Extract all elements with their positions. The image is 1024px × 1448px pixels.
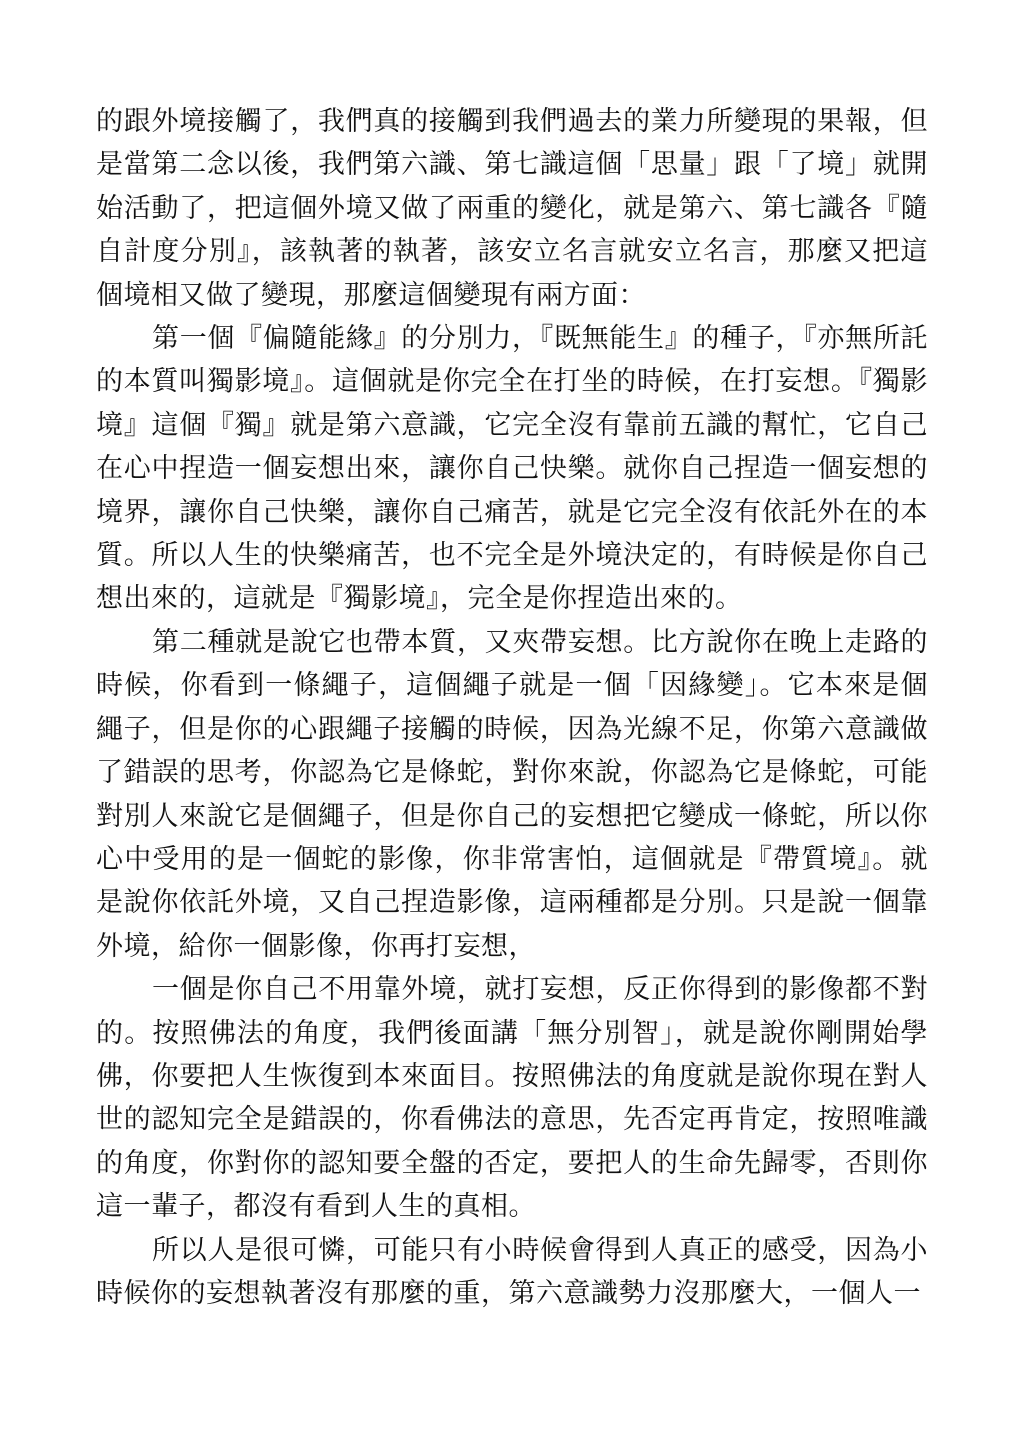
- document-body: [96, 100, 928, 1315]
- paragraph-5: 所以人是很可憐，可能只有小時候會得到人真正的感受，因為小時候你的妄想執著沒有那麼的重，第六意識勢力沒那麼大，一個人一: [96, 1234, 928, 1309]
- paragraph-3: 第二種就是說它也帶本質，又夾帶妄想。比方說你在晚上走路的時候，你看到一條繩子，這個繩子就是一個「因緣變」。它本來是個繩子，但是你的心跟繩子接觸的時候，因為光線不足，你第六意識做了錯誤的思考，你認為它是條蛇，對你來說，你認為它是條蛇，可能對別人來說它是個繩子，但是你自己的妄想把它變成一條蛇，所以你心中受用的是一個蛇的影像，你非常害怕，這個就是『帶質境』。就是說你依託外境，又自己捏造影像，這兩種都是分別。只是說一個靠外境，給你一個影像，你再打妄想，: [96, 626, 928, 962]
- paragraph-2: 第一個『偏隨能緣』的分別力，『既無能生』的種子，『亦無所託的本質叫獨影境』。這個就是你完全在打坐的時候，在打妄想。『獨影境』這個『獨』就是第六意識，它完全沒有靠前五識的幫忙，它自己在心中捏造一個妄想出來，讓你自己快樂。就你自己捏造一個妄想的境界，讓你自己快樂，讓你自己痛苦，就是它完全沒有依託外在的本質。所以人生的快樂痛苦，也不完全是外境決定的，有時候是你自己想出來的，這就是『獨影境』，完全是你捏造出來的。: [96, 323, 928, 615]
- paragraph-4: 一個是你自己不用靠外境，就打妄想，反正你得到的影像都不對的。按照佛法的角度，我們後面講「無分別智」，就是說你剛開始學佛，你要把人生恢復到本來面目。按照佛法的角度就是說你現在對人世的認知完全是錯誤的，你看佛法的意思，先否定再肯定，按照唯識的角度，你對你的認知要全盤的否定，要把人的生命先歸零，否則你這一輩子，都沒有看到人生的真相。: [96, 974, 928, 1223]
- paragraph-1: 的跟外境接觸了，我們真的接觸到我們過去的業力所變現的果報，但是當第二念以後，我們第六識、第七識這個「思量」跟「了境」就開始活動了，把這個外境又做了兩重的變化，就是第六、第七識各『隨自計度分別』，該執著的執著，該安立名言就安立名言，那麼又把這個境相又做了變現，那麼這個變現有兩方面：: [96, 106, 928, 311]
